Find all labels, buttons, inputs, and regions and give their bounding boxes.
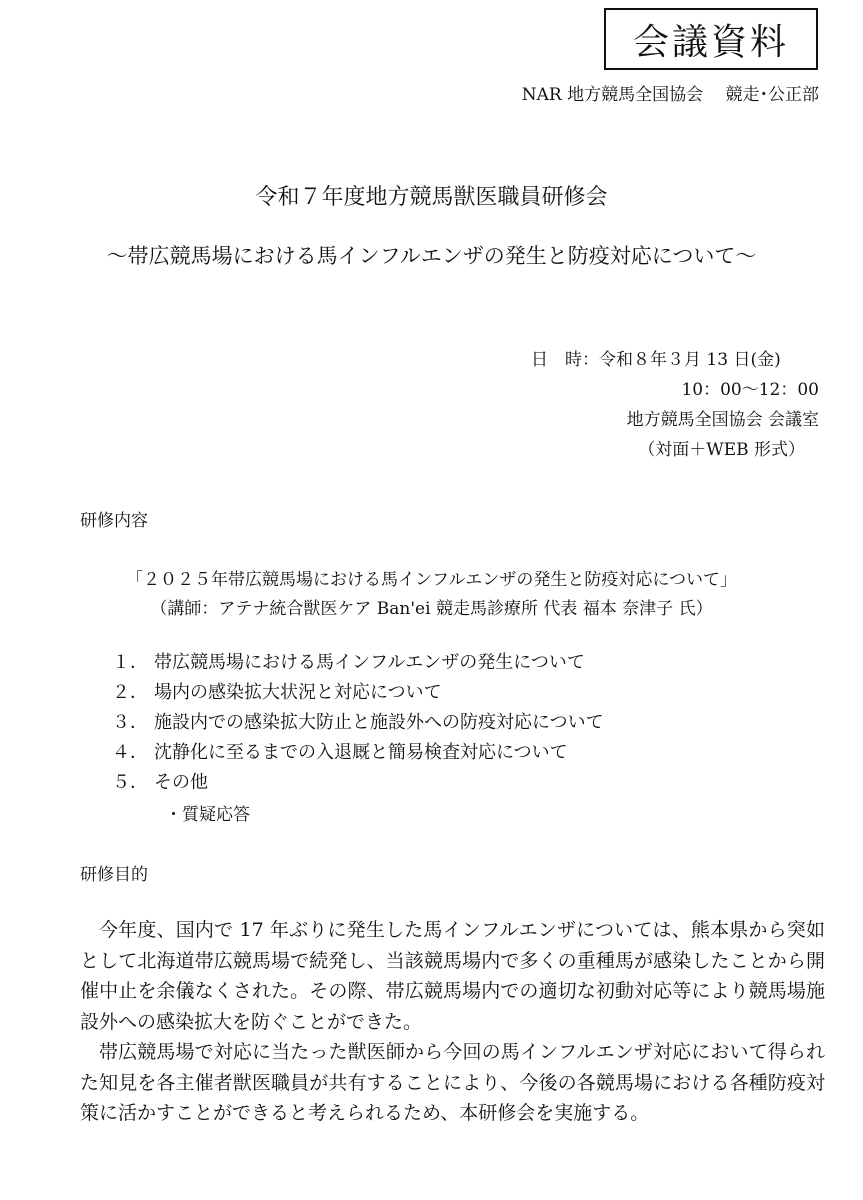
meeting-date: 日 時：令和８年３月 13 日(金) bbox=[531, 350, 781, 370]
list-item bbox=[112, 768, 604, 798]
meeting-venue: 地方競馬全国協会 会議室 bbox=[626, 410, 819, 430]
purpose-paragraph: 今年度、国内で 17 年ぶりに発生した馬インフルエンザについては、熊本県から突如として北海道帯広競馬場で続発し、当該競馬場内で多くの重種馬が感染したことから開催中止を余儀なくされた。その際、帯広競馬場内での適切な初動対応等により競馬場施設外への感染拡大を防ぐことができた。 bbox=[80, 919, 825, 1033]
item-text: 沈静化に至るまでの入退厩と簡易検査対応について bbox=[154, 742, 568, 763]
lecture-title: 「２０２５年帯広競馬場における馬インフルエンザの発生と防疫対応について」 bbox=[126, 570, 737, 590]
list-item bbox=[112, 738, 604, 768]
meeting-format: （対面＋WEB 形式） bbox=[638, 440, 805, 460]
list-item bbox=[112, 708, 604, 738]
item-number: ４． bbox=[112, 742, 148, 763]
document-title: 令和７年度地方競馬獣医職員研修会 bbox=[255, 185, 608, 210]
item-number: １． bbox=[112, 652, 148, 673]
item-text: 場内の感染拡大状況と対応について bbox=[154, 682, 442, 703]
item-number: ５． bbox=[112, 772, 148, 793]
purpose-heading: 研修目的 bbox=[80, 865, 148, 885]
item-text: 施設内での感染拡大防止と施設外への防疫対応について bbox=[154, 712, 604, 733]
contents-list bbox=[112, 648, 604, 798]
organization-line: NAR 地方競馬全国協会 競走･公正部 bbox=[521, 85, 819, 105]
meeting-details bbox=[519, 345, 819, 465]
contents-heading: 研修内容 bbox=[80, 511, 148, 531]
list-item bbox=[112, 678, 604, 708]
purpose-paragraph: 帯広競馬場で対応に当たった獣医師から今回の馬インフルエンザ対応において得られた知見を各主催者獣医職員が共有することにより、今後の各競馬場における各種防疫対策に活かすことができると考えられるため、本研修会を実施する。 bbox=[80, 1041, 825, 1124]
purpose-body bbox=[80, 915, 825, 1129]
list-item bbox=[112, 648, 604, 678]
document-subtitle: ～帯広競馬場における馬インフルエンザの発生と防疫対応について～ bbox=[106, 244, 757, 268]
item-number: ２． bbox=[112, 682, 148, 703]
lecturer: （講師：アテナ統合獣医ケア Ban'ei 競走馬診療所 代表 福本 奈津子 氏） bbox=[150, 599, 713, 619]
item-number: ３． bbox=[112, 712, 148, 733]
sub-item-qa: ・質疑応答 bbox=[165, 805, 250, 825]
item-text: 帯広競馬場における馬インフルエンザの発生について bbox=[154, 652, 585, 673]
document-stamp: 会議資料 bbox=[604, 8, 818, 70]
meeting-time: 10：00～12：00 bbox=[681, 380, 819, 400]
item-text: その他 bbox=[154, 772, 208, 793]
